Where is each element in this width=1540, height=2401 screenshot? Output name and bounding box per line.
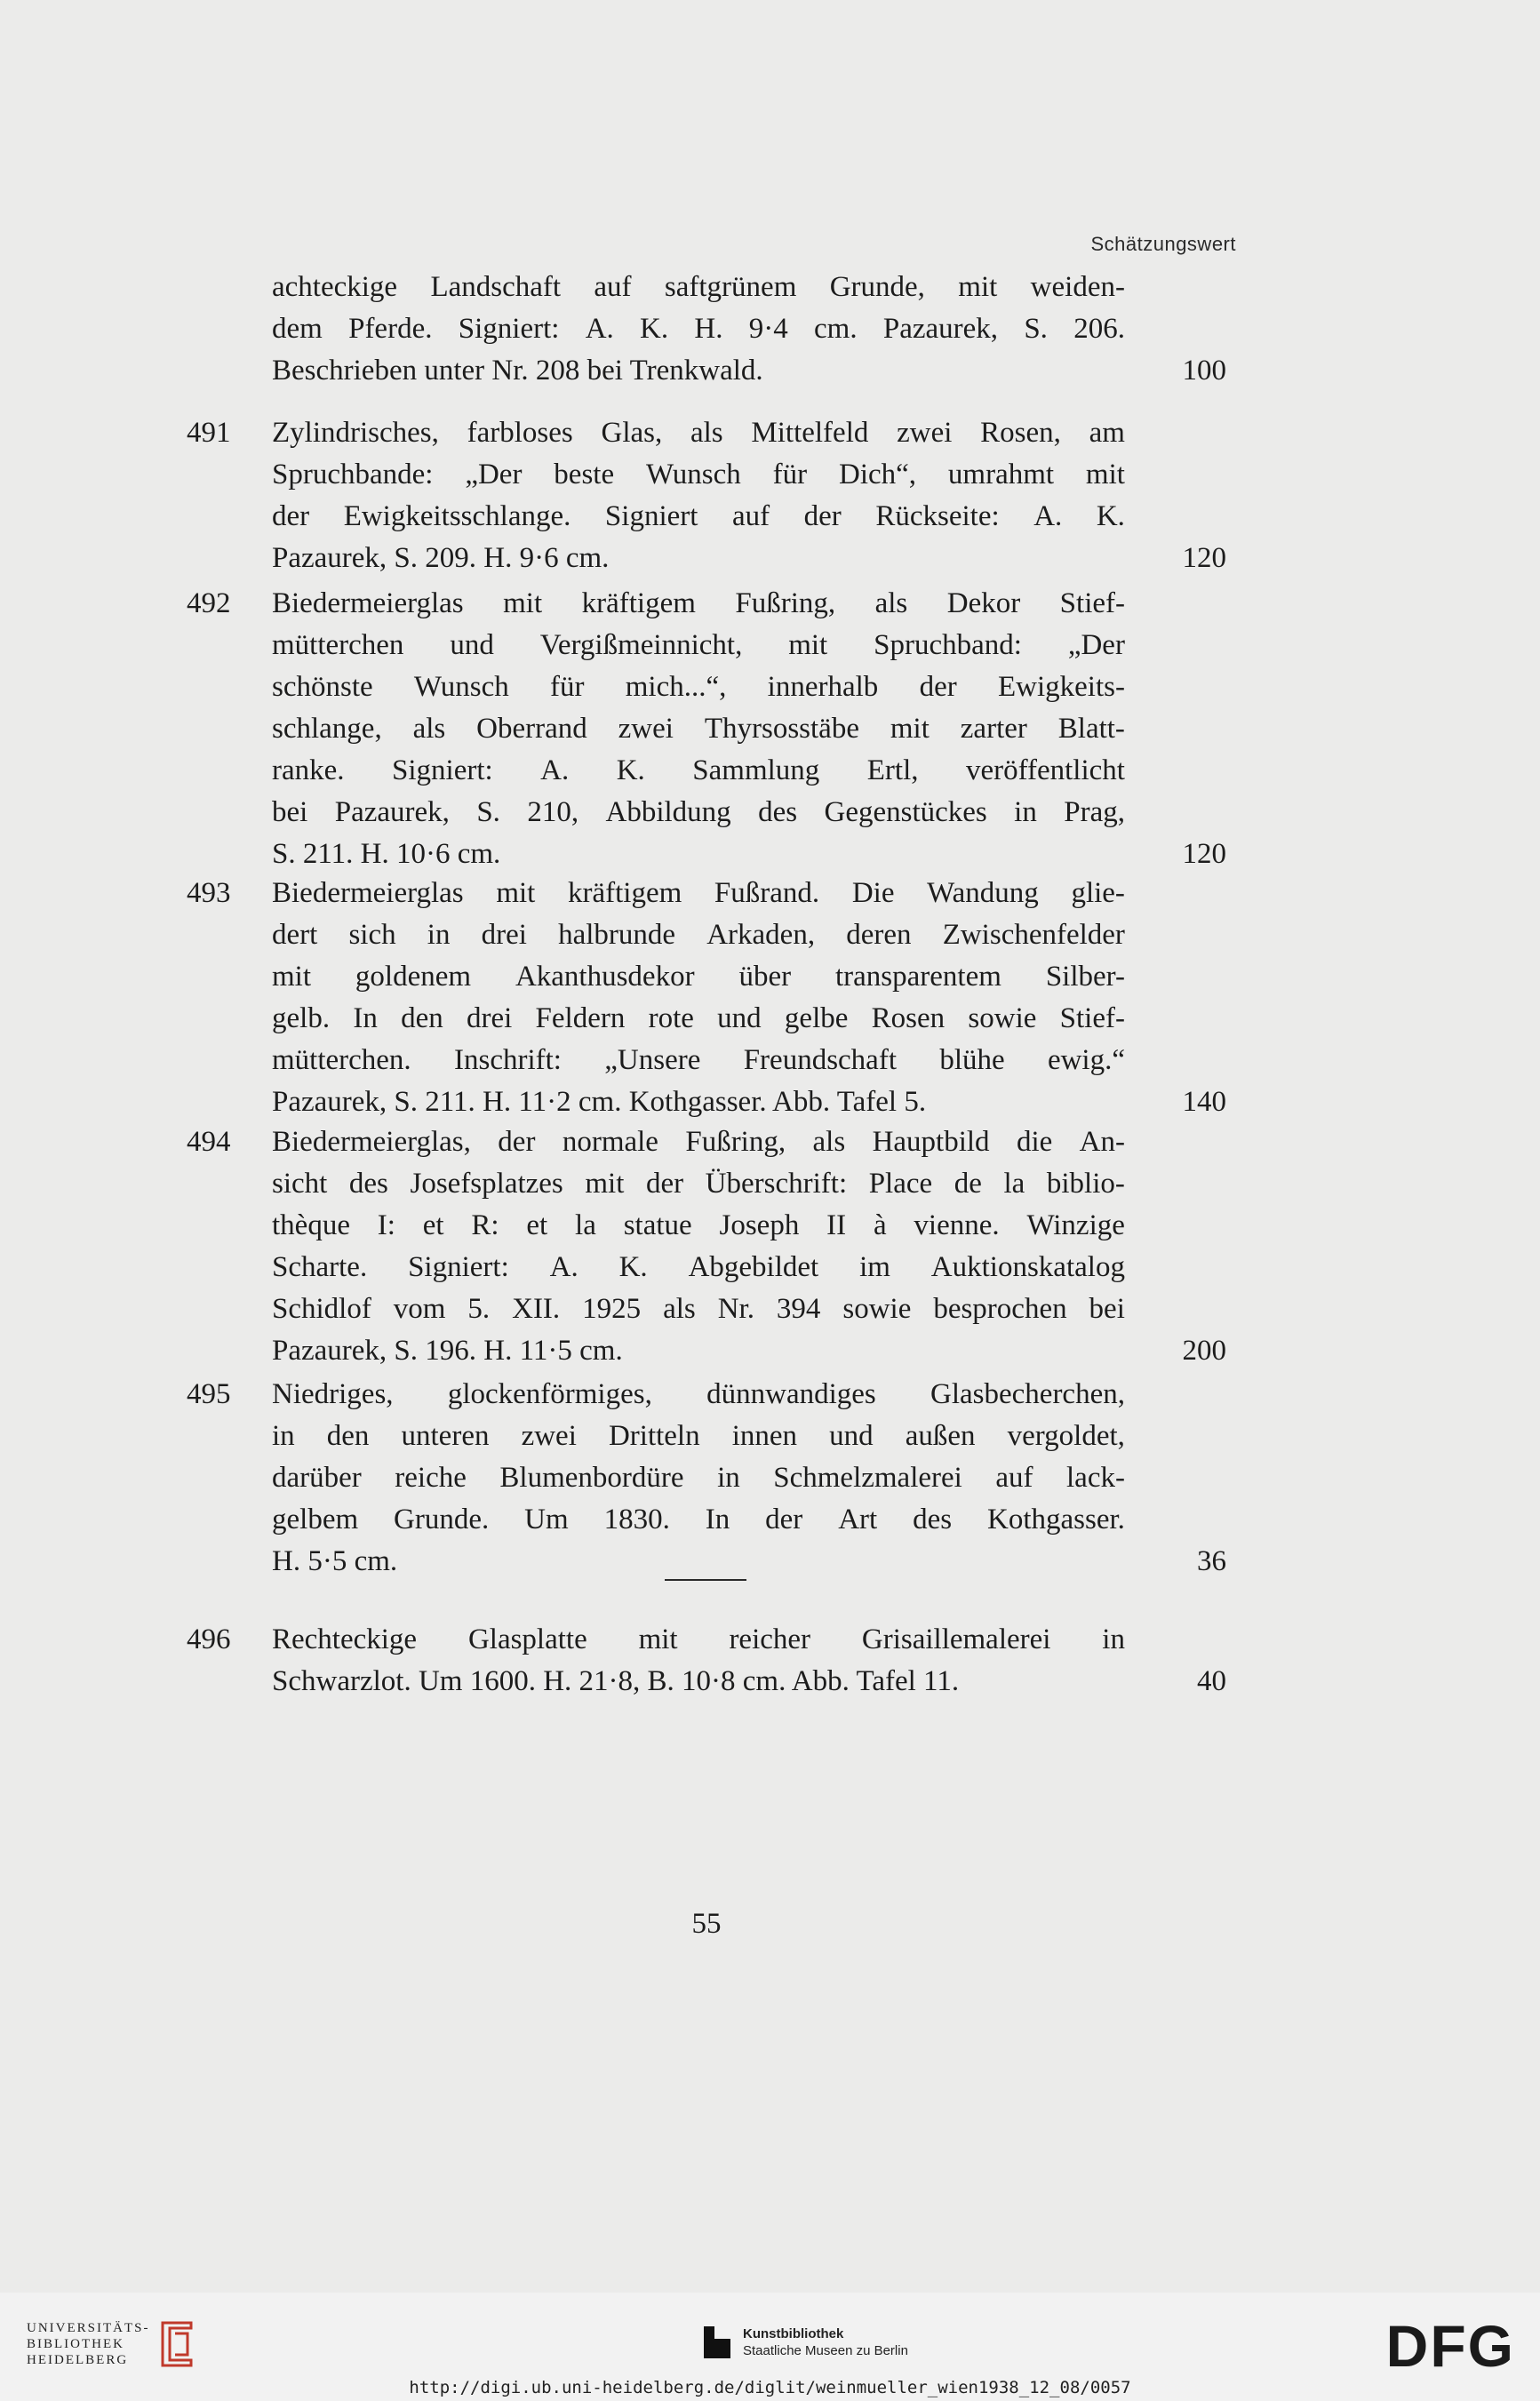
entry-line: mütterchen und Vergißmeinnicht, mit Spruchband: „Der: [272, 629, 1125, 661]
entry-line: schönste Wunsch für mich...“, innerhalb der Ewigkeits-: [272, 671, 1125, 703]
catalog-entry: [187, 1374, 1226, 1583]
entry-line: thèque I: et R: et la statue Joseph II à vienne. Winzige: [272, 1209, 1125, 1241]
entry-description: [272, 412, 1125, 579]
kb-title: Kunstbibliothek: [743, 2326, 844, 2341]
entry-line: dert sich in drei halbrunde Arkaden, deren Zwischenfelder: [272, 919, 1125, 951]
kunstbibliothek-icon: [702, 2325, 732, 2360]
entry-description: [272, 583, 1125, 875]
estimated-value: 200: [1182, 1335, 1226, 1367]
dfg-logo[interactable]: DFG: [1385, 2313, 1515, 2379]
entry-line: bei Pazaurek, S. 210, Abbildung des Gegenstückes in Prag,: [272, 796, 1125, 828]
entry-line: ranke. Signiert: A. K. Sammlung Ertl, veröffentlicht: [272, 754, 1125, 786]
entry-description: [272, 1374, 1125, 1583]
catalog-entry: [187, 267, 1226, 392]
entry-line: Schidlof vom 5. XII. 1925 als Nr. 394 sowie besprochen bei: [272, 1293, 1125, 1325]
entry-line: Schwarzlot. Um 1600. H. 21·8, B. 10·8 cm. Abb. Tafel 11.: [272, 1665, 960, 1697]
column-header: Schätzungswert: [1090, 233, 1236, 255]
entry-line: gelb. In den drei Feldern rote und gelbe Rosen sowie Stief-: [272, 1002, 1125, 1034]
kunstbibliothek-text: [743, 2325, 908, 2359]
estimated-value: 36: [1197, 1545, 1226, 1577]
catalog-entry: [187, 583, 1226, 875]
entry-line: Beschrieben unter Nr. 208 bei Trenkwald.: [272, 355, 763, 387]
catalog-entry: [187, 1619, 1226, 1703]
footer-bar: [0, 2293, 1540, 2401]
ub-line-1: UNIVERSITÄTS-: [27, 2321, 150, 2335]
section-divider: [665, 1579, 746, 1581]
source-url[interactable]: http://digi.ub.uni-heidelberg.de/diglit/weinmueller_wien1938_12_08/0057: [409, 2378, 1131, 2397]
entry-line: Rechteckige Glasplatte mit reicher Grisaillemalerei in: [272, 1623, 1125, 1655]
entry-number: 495: [187, 1378, 231, 1410]
entry-line: der Ewigkeitsschlange. Signiert auf der Rückseite: A. K.: [272, 500, 1125, 532]
ub-heidelberg-logo[interactable]: [27, 2319, 196, 2369]
entry-line: Pazaurek, S. 211. H. 11·2 cm. Kothgasser. Abb. Tafel 5.: [272, 1086, 927, 1118]
entry-line: schlange, als Oberrand zwei Thyrsosstäbe mit zarter Blatt-: [272, 713, 1125, 745]
entry-line: Pazaurek, S. 209. H. 9·6 cm.: [272, 542, 610, 574]
ub-logo-icon: [157, 2319, 196, 2369]
entry-line: Biedermeierglas, der normale Fußring, als Hauptbild die An-: [272, 1126, 1125, 1158]
entry-line: achteckige Landschaft auf saftgrünem Grunde, mit weiden-: [272, 271, 1125, 303]
ub-line-3: HEIDELBERG: [27, 2353, 129, 2367]
entry-line: mütterchen. Inschrift: „Unsere Freundschaft blühe ewig.“: [272, 1044, 1125, 1076]
entry-line: dem Pferde. Signiert: A. K. H. 9·4 cm. Pazaurek, S. 206.: [272, 313, 1125, 345]
entry-description: [272, 873, 1125, 1123]
estimated-value: 120: [1182, 838, 1226, 870]
estimated-value: 140: [1182, 1086, 1226, 1118]
entry-description: [272, 1121, 1125, 1372]
entry-description: [272, 267, 1125, 392]
entry-number: 494: [187, 1126, 231, 1158]
entry-line: Spruchbande: „Der beste Wunsch für Dich“, umrahmt mit: [272, 459, 1125, 491]
catalog-entry: [187, 412, 1226, 579]
entry-line: Pazaurek, S. 196. H. 11·5 cm.: [272, 1335, 623, 1367]
entry-line: S. 211. H. 10·6 cm.: [272, 838, 501, 870]
entry-line: darüber reiche Blumenbordüre in Schmelzmalerei auf lack-: [272, 1462, 1125, 1494]
estimated-value: 100: [1182, 355, 1226, 387]
entry-line: H. 5·5 cm.: [272, 1545, 398, 1577]
ub-logo-text: [27, 2320, 150, 2368]
entry-line: Scharte. Signiert: A. K. Abgebildet im Auktionskatalog: [272, 1251, 1125, 1283]
catalog-entry: [187, 1121, 1226, 1372]
entry-line: mit goldenem Akanthusdekor über transparentem Silber-: [272, 961, 1125, 993]
catalog-entry: [187, 873, 1226, 1123]
page-number: 55: [691, 1908, 722, 1940]
entry-line: sicht des Josefsplatzes mit der Überschrift: Place de la biblio-: [272, 1168, 1125, 1200]
entry-number: 496: [187, 1623, 231, 1655]
estimated-value: 40: [1197, 1665, 1226, 1697]
kunstbibliothek-logo[interactable]: [702, 2325, 908, 2360]
entry-line: Niedriges, glockenförmiges, dünnwandiges Glasbecherchen,: [272, 1378, 1125, 1410]
entry-line: Biedermeierglas mit kräftigem Fußrand. Die Wandung glie-: [272, 877, 1125, 909]
estimated-value: 120: [1182, 542, 1226, 574]
entry-line: Zylindrisches, farbloses Glas, als Mittelfeld zwei Rosen, am: [272, 417, 1125, 449]
entry-line: gelbem Grunde. Um 1830. In der Art des Kothgasser.: [272, 1504, 1125, 1536]
entry-number: 491: [187, 417, 231, 449]
entry-line: in den unteren zwei Dritteln innen und außen vergoldet,: [272, 1420, 1125, 1452]
ub-line-2: BIBLIOTHEK: [27, 2337, 124, 2351]
entry-number: 492: [187, 587, 231, 619]
entry-description: [272, 1619, 1125, 1703]
entry-number: 493: [187, 877, 231, 909]
entry-line: Biedermeierglas mit kräftigem Fußring, als Dekor Stief-: [272, 587, 1125, 619]
kb-subtitle: Staatliche Museen zu Berlin: [743, 2343, 908, 2358]
